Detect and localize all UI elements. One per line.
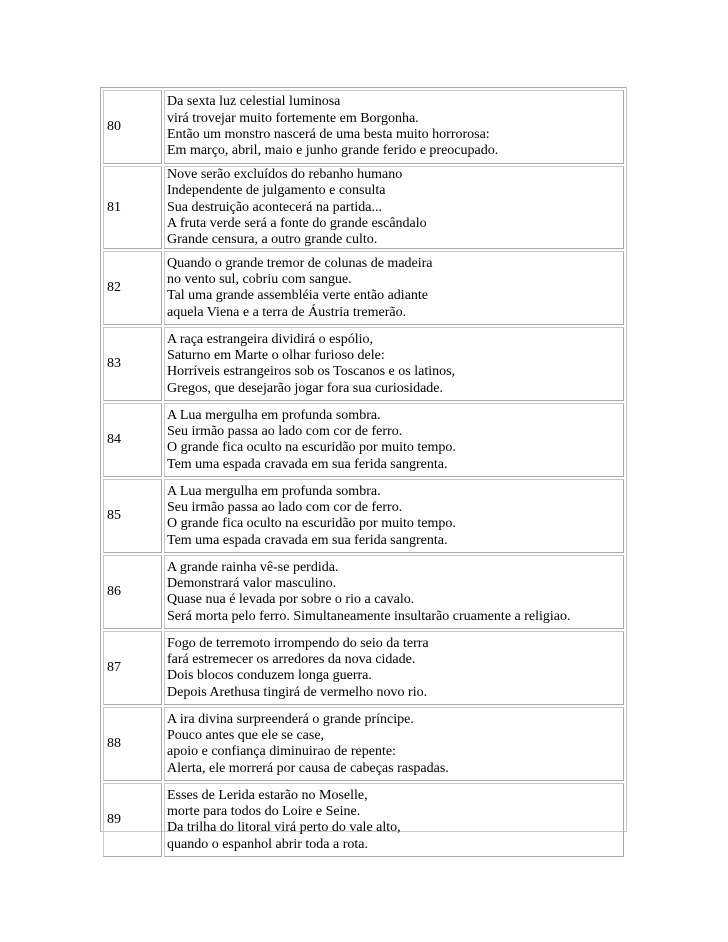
- verse-line: A ira divina surpreenderá o grande príncipe.: [167, 711, 414, 727]
- verse-line: no vento sul, cobriu com sangue.: [167, 272, 352, 288]
- verse-line: Fogo de terremoto irrompendo do seio da terra: [167, 635, 429, 651]
- quatrain-text: [164, 327, 624, 401]
- verse-line: virá trovejar muito fortemente em Borgonha.: [167, 110, 419, 126]
- verse-line: A fruta verde será a fonte do grande escândalo: [167, 215, 427, 231]
- table-row: [103, 707, 624, 781]
- verse-line: morte para todos do Loire e Seine.: [167, 804, 361, 820]
- quatrain-table: [101, 88, 626, 859]
- verse-line: Grande censura, a outro grande culto.: [167, 232, 378, 248]
- quatrain-text: [164, 403, 624, 477]
- verse-line: Saturno em Marte o olhar furioso dele:: [167, 348, 385, 364]
- verse-line: apoio e confiança diminuirao de repente:: [167, 744, 396, 760]
- quatrain-text: [164, 631, 624, 705]
- table-row: [103, 479, 624, 553]
- table-row: [103, 166, 624, 249]
- quatrain-text: [164, 707, 624, 781]
- quatrain-table-frame: [100, 87, 627, 852]
- quatrain-table-body: [103, 90, 624, 857]
- verse-line: A Lua mergulha em profunda sombra.: [167, 407, 381, 423]
- verse-line: Então um monstro nascerá de uma besta muito horrorosa:: [167, 127, 490, 142]
- quatrain-text: [164, 90, 624, 164]
- verse-line: Horríveis estrangeiros sob os Toscanos e os latinos,: [167, 364, 456, 380]
- verse-line: Quando o grande tremor de colunas de madeira: [167, 255, 433, 271]
- table-row: [103, 403, 624, 477]
- verse-line: A Lua mergulha em profunda sombra.: [167, 483, 381, 499]
- quatrain-number: 81: [103, 166, 162, 249]
- verse-line: quando o espanhol abrir toda a rota.: [167, 836, 368, 852]
- verse-line: Esses de Lerida estarão no Moselle,: [167, 787, 368, 803]
- quatrain-text: [164, 479, 624, 553]
- verse-line: Pouco antes que ele se case,: [167, 728, 325, 744]
- quatrain-number: 88: [103, 707, 162, 781]
- quatrain-number: 80: [103, 90, 162, 164]
- verse-line: Da trilha do litoral virá perto do vale alto,: [167, 820, 401, 836]
- verse-line: Tal uma grande assembléia verte então adiante: [167, 288, 429, 304]
- quatrain-number: 85: [103, 479, 162, 553]
- table-row: [103, 90, 624, 164]
- verse-line: Nove serão excluídos do rebanho humano: [167, 167, 403, 182]
- verse-line: A raça estrangeira dividirá o espólio,: [167, 331, 374, 347]
- quatrain-text: [164, 166, 624, 249]
- verse-line: Depois Arethusa tingirá de vermelho novo rio.: [167, 684, 428, 700]
- quatrain-number: 86: [103, 555, 162, 629]
- verse-line: Gregos, que desejarão jogar fora sua curiosidade.: [167, 380, 444, 396]
- table-row: [103, 327, 624, 401]
- table-row: [103, 631, 624, 705]
- table-row: [103, 783, 624, 857]
- quatrain-number: 89: [103, 783, 162, 857]
- verse-line: Em março, abril, maio e junho grande ferido e preocupado.: [167, 143, 499, 159]
- quatrain-text: [164, 251, 624, 325]
- verse-line: O grande fica oculto na escuridão por muito tempo.: [167, 440, 456, 456]
- quatrain-number: 84: [103, 403, 162, 477]
- quatrain-text: [164, 555, 624, 629]
- verse-line: fará estremecer os arredores da nova cidade.: [167, 652, 416, 668]
- verse-line: Dois blocos conduzem longa guerra.: [167, 668, 372, 684]
- verse-line: aquela Viena e a terra de Áustria tremerão.: [167, 304, 407, 320]
- verse-line: Sua destruição acontecerá na partida...: [167, 199, 382, 215]
- verse-line: Tem uma espada cravada em sua ferida sangrenta.: [167, 456, 448, 472]
- table-row: [103, 555, 624, 629]
- verse-line: Demonstrará valor masculino.: [167, 576, 337, 592]
- verse-line: Independente de julgamento e consulta: [167, 183, 386, 199]
- verse-line: Seu irmão passa ao lado com cor de ferro.: [167, 424, 403, 440]
- quatrain-number: 87: [103, 631, 162, 705]
- verse-line: Alerta, ele morrerá por causa de cabeças raspadas.: [167, 760, 449, 776]
- verse-line: Seu irmão passa ao lado com cor de ferro.: [167, 500, 403, 516]
- verse-line: O grande fica oculto na escuridão por muito tempo.: [167, 516, 456, 532]
- table-row: [103, 251, 624, 325]
- quatrain-number: 82: [103, 251, 162, 325]
- verse-line: Será morta pelo ferro. Simultaneamente insultarão cruamente a religiao.: [167, 608, 571, 624]
- quatrain-text: [164, 783, 624, 857]
- verse-line: Da sexta luz celestial luminosa: [167, 94, 341, 110]
- verse-line: Tem uma espada cravada em sua ferida sangrenta.: [167, 532, 448, 548]
- verse-line: Quase nua é levada por sobre o rio a cavalo.: [167, 592, 415, 608]
- quatrain-number: 83: [103, 327, 162, 401]
- verse-line: A grande rainha vê-se perdida.: [167, 559, 339, 575]
